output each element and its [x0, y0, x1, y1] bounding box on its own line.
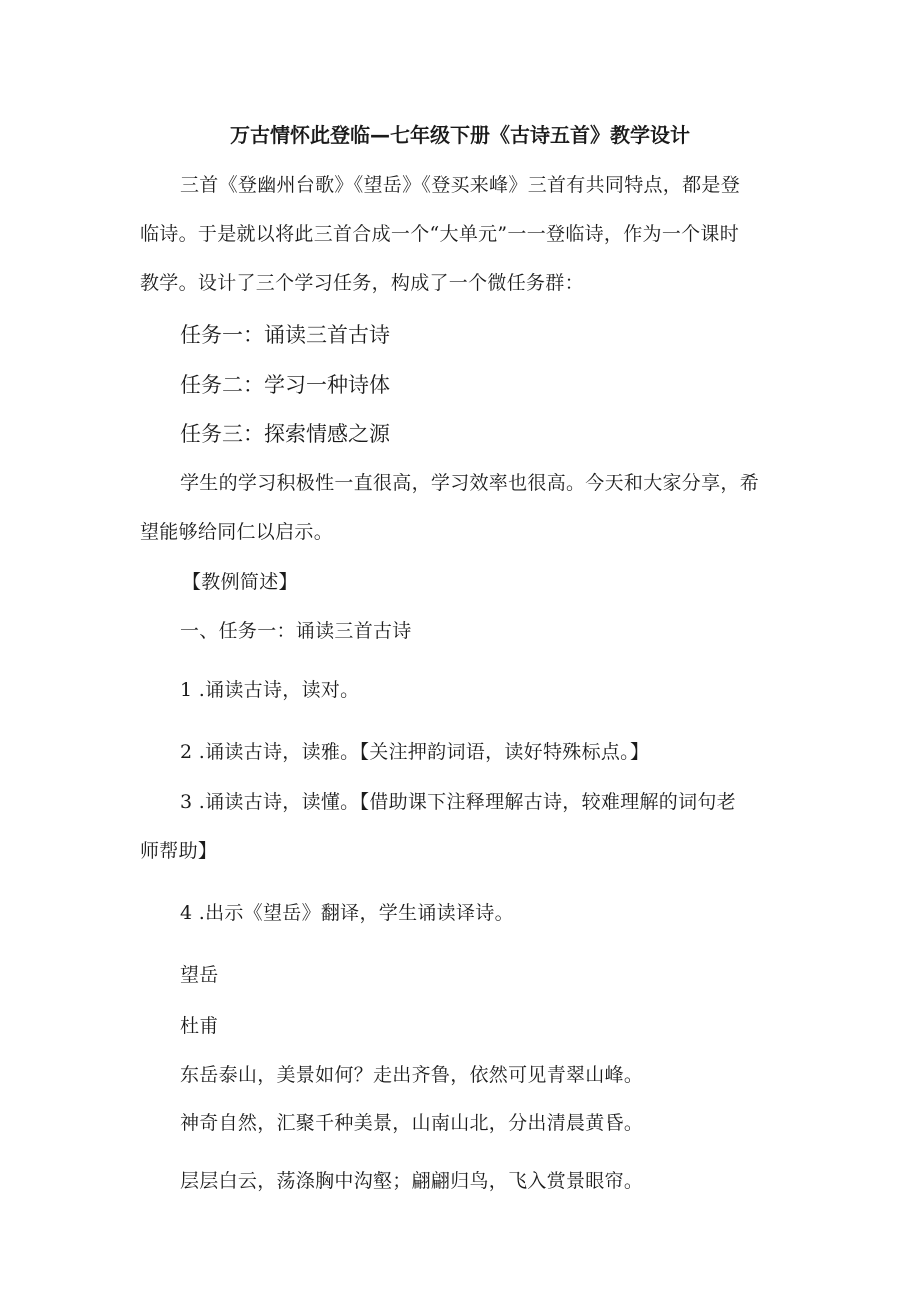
intro-line-1: 三首《登幽州台歌》《望岳》《登买来峰》三首有共同特点，都是登 — [180, 174, 741, 196]
document-title: 万古情怀此登临—七年级下册《古诗五首》教学设计 — [230, 123, 690, 147]
step-3-line-2: 师帮助】 — [140, 840, 218, 862]
poem-line-1: 东岳泰山，美景如何？走出齐鲁，依然可见青翠山峰。 — [180, 1064, 644, 1086]
part-one-heading: 一、任务一：诵读三首古诗 — [180, 620, 412, 642]
poem-title: 望岳 — [180, 964, 219, 986]
step-2: 2 .诵读古诗，读雅。【关注押韵词语，读好特殊标点。】 — [180, 741, 650, 763]
intro-line-2: 临诗。于是就以将此三首合成一个“大单元”一一登临诗，作为一个课时 — [140, 223, 740, 245]
task-two: 任务二：学习一种诗体 — [180, 373, 390, 397]
poem-author: 杜甫 — [180, 1015, 219, 1037]
closing-line-2: 望能够给同仁以启示。 — [140, 521, 334, 543]
step-1: 1 .诵读古诗，读对。 — [180, 679, 360, 701]
intro-line-3: 教学。设计了三个学习任务，构成了一个微任务群： — [140, 272, 584, 294]
step-3-line-1: 3 .诵读古诗，读懂。【借助课下注释理解古诗，较难理解的词句老 — [180, 791, 736, 813]
poem-line-3: 层层白云，荡涤胸中沟壑；翩翩归鸟，飞入赏景眼帘。 — [180, 1170, 644, 1192]
poem-line-2: 神奇自然，汇聚千种美景，山南山北，分出清晨黄昏。 — [180, 1112, 644, 1134]
section-heading: 【教例简述】 — [182, 571, 298, 593]
task-one: 任务一：诵读三首古诗 — [180, 323, 390, 347]
step-4: 4 .出示《望岳》翻译，学生诵读译诗。 — [180, 902, 514, 924]
closing-line-1: 学生的学习积极性一直很高，学习效率也很高。今天和大家分享，希 — [180, 472, 760, 494]
task-three: 任务三：探索情感之源 — [180, 422, 390, 446]
